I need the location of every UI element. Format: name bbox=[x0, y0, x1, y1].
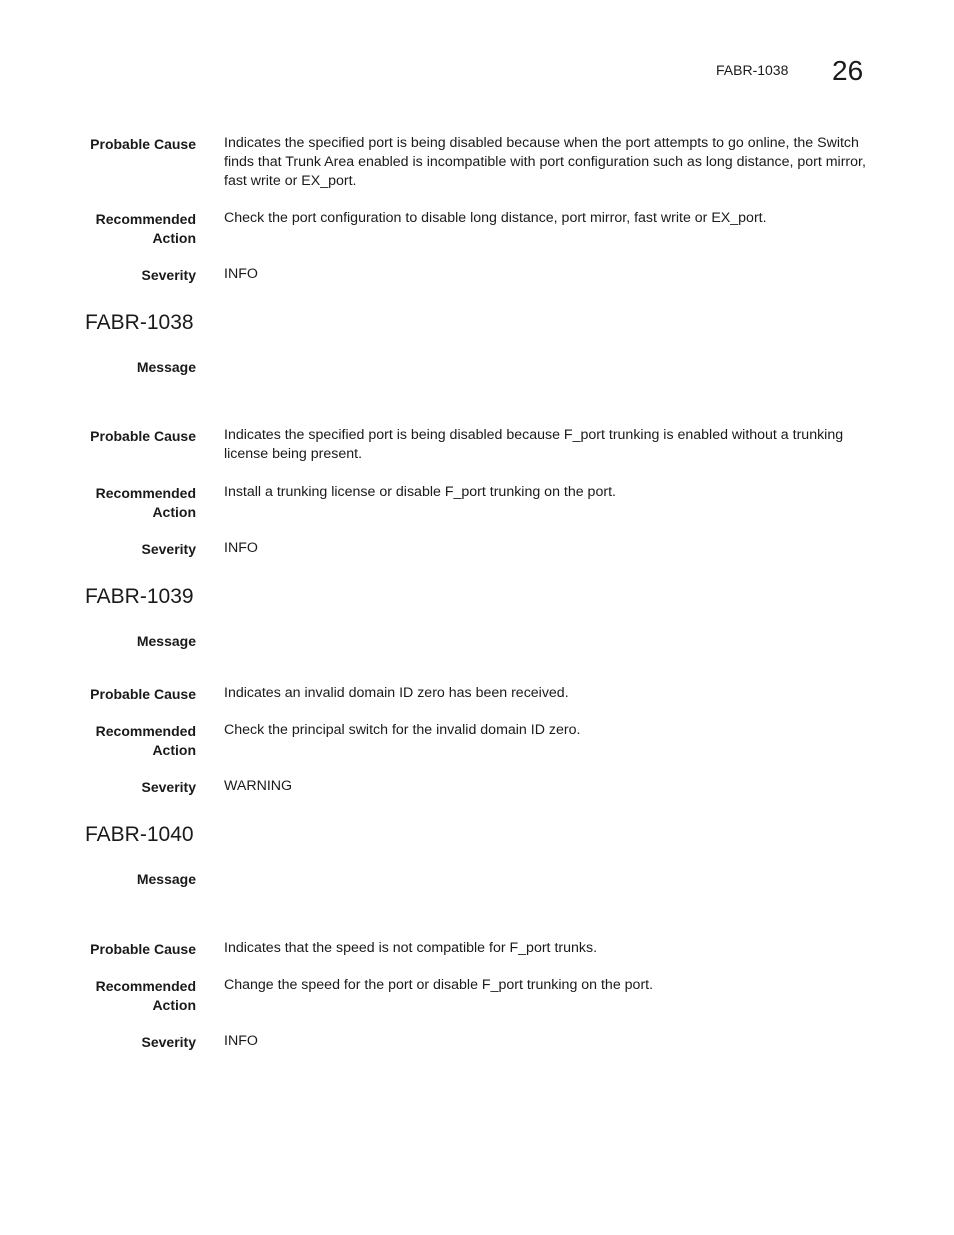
recommended-action-text: Install a trunking license or disable F_port trunking on the port. bbox=[224, 484, 616, 500]
probable-cause-label: Probable Cause bbox=[90, 428, 196, 444]
recommended-action-text: Change the speed for the port or disable F_port trunking on the port. bbox=[224, 977, 654, 993]
message-label: Message bbox=[136, 633, 196, 649]
severity-label: Severity bbox=[141, 541, 196, 557]
probable-cause-text: Indicates the specified port is being disabled because when the port attempts to go online, the Switch finds that Trunk Area enabled is incompatible with port configuration such as long distance, port mirror, fast write or EX_port. bbox=[224, 135, 866, 189]
severity-value: INFO bbox=[224, 1033, 258, 1049]
section-heading: FABR-1040 bbox=[85, 823, 194, 846]
probable-cause-text: Indicates that the speed is not compatible for F_port trunks. bbox=[224, 940, 598, 956]
recommended-action-text: Check the principal switch for the invalid domain ID zero. bbox=[224, 722, 581, 738]
probable-cause-label: Probable Cause bbox=[90, 941, 196, 957]
severity-label: Severity bbox=[141, 1034, 196, 1050]
recommended-action-label bbox=[96, 722, 196, 760]
severity-value: INFO bbox=[224, 540, 258, 556]
recommended-label: Recommended bbox=[95, 485, 196, 501]
recommended-action-label bbox=[96, 210, 196, 248]
severity-label: Severity bbox=[141, 267, 196, 283]
recommended-label: Recommended bbox=[95, 978, 196, 994]
action-label: Action bbox=[152, 504, 196, 520]
severity-value: WARNING bbox=[224, 778, 293, 794]
recommended-action-label bbox=[96, 484, 196, 522]
probable-cause-label: Probable Cause bbox=[90, 136, 196, 152]
severity-label: Severity bbox=[141, 779, 196, 795]
probable-cause-text: Indicates an invalid domain ID zero has been received. bbox=[224, 685, 569, 701]
section-heading: FABR-1039 bbox=[85, 585, 194, 608]
recommended-label: Recommended bbox=[95, 723, 196, 739]
action-label: Action bbox=[152, 997, 196, 1013]
page-number: 26 bbox=[832, 55, 864, 86]
section-heading: FABR-1038 bbox=[85, 311, 194, 334]
severity-value: INFO bbox=[224, 266, 258, 282]
message-label: Message bbox=[136, 871, 196, 887]
recommended-action-label bbox=[96, 977, 196, 1015]
running-header-section: FABR-1038 bbox=[716, 62, 789, 78]
recommended-label: Recommended bbox=[95, 211, 196, 227]
message-label: Message bbox=[136, 359, 196, 375]
recommended-action-text: Check the port configuration to disable long distance, port mirror, fast write or EX_port. bbox=[224, 210, 767, 226]
probable-cause-label: Probable Cause bbox=[90, 686, 196, 702]
probable-cause-text: Indicates the specified port is being disabled because F_port trunking is enabled without a trunking license being present. bbox=[224, 427, 844, 462]
action-label: Action bbox=[152, 742, 196, 758]
action-label: Action bbox=[152, 230, 196, 246]
